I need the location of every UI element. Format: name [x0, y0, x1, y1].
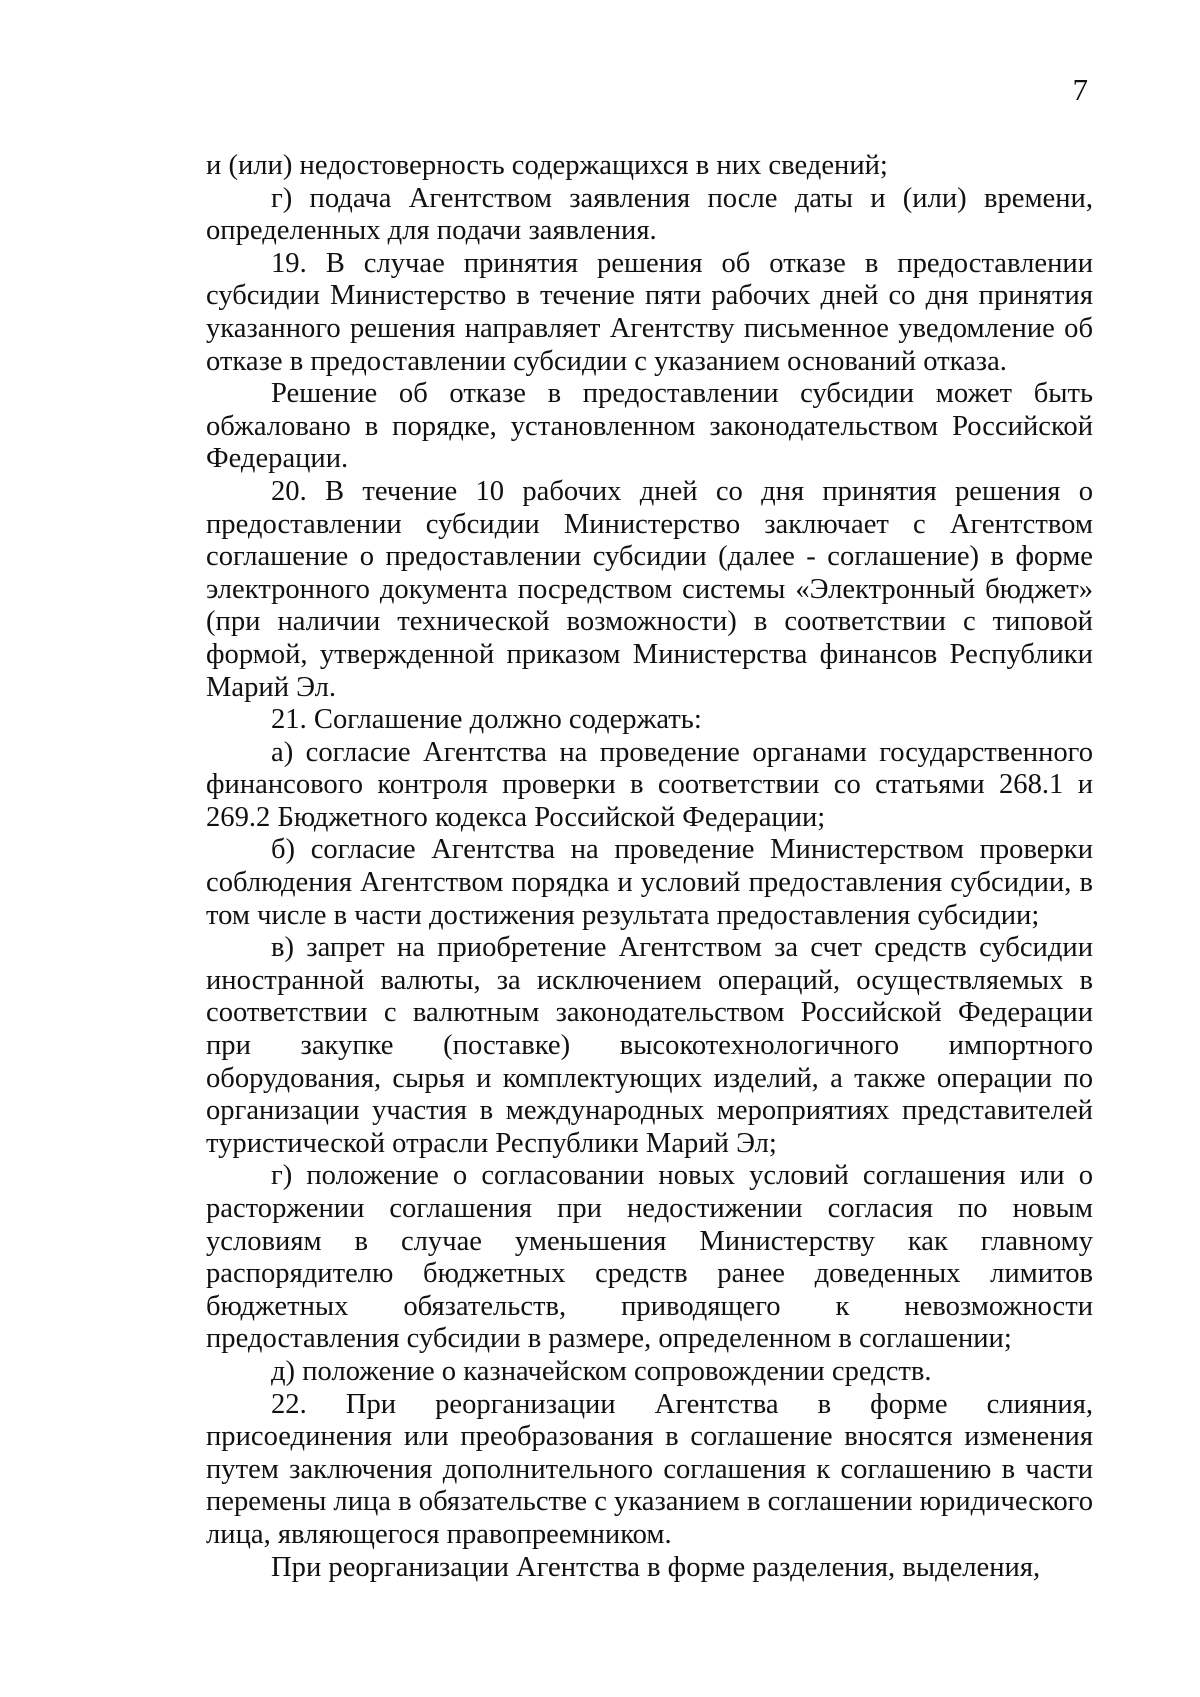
- paragraph-21: 21. Соглашение должно содержать:: [271, 704, 702, 736]
- paragraph-21-g: г) положение о согласовании новых условий соглашения или о расторжении соглашения при недостижении согласия по новым условиям в случае уменьшения Министерству как главному распорядителю бюджетных средств ранее доведенных лимитов бюджетных обязательств, приводящего к невозможности предоставления субсидии в размере, определенном в соглашении;: [206, 1160, 1093, 1355]
- paragraph-21-v: в) запрет на приобретение Агентством за счет средств субсидии иностранной валюты, за исключением операций, осуществляемых в соответствии с валютным законодательством Российской Федерации при закупке (поставке) высокотехнологичного импортного оборудования, сырья и комплектующих изделий, а также операции по организации участия в международных мероприятиях представителей туристической отрасли Республики Марий Эл;: [206, 932, 1093, 1159]
- paragraph-reorganization: При реорганизации Агентства в форме разделения, выделения,: [271, 1551, 1041, 1583]
- paragraph-21-a: а) согласие Агентства на проведение органами государственного финансового контроля проверки в соответствии со статьями 268.1 и 269.2 Бюджетного кодекса Российской Федерации;: [206, 736, 1093, 833]
- paragraph-22: 22. При реорганизации Агентства в форме слияния, присоединения или преобразования в соглашение вносятся изменения путем заключения дополнительного соглашения к соглашению в части перемены лица в обязательстве с указанием в соглашении юридического лица, являющегося правопреемником.: [206, 1388, 1093, 1550]
- paragraph-21-b: б) согласие Агентства на проведение Министерством проверки соблюдения Агентством порядка и условий предоставления субсидии, в том числе в части достижения результата предоставления субсидии;: [206, 834, 1093, 931]
- paragraph-continuation: и (или) недостоверность содержащихся в них сведений;: [206, 150, 888, 181]
- paragraph-item-g-deadline: г) подача Агентством заявления после даты и (или) времени, определенных для подачи заявления.: [206, 182, 1093, 247]
- paragraph-21-d: д) положение о казначейском сопровождении средств.: [271, 1355, 932, 1387]
- paragraph-20: 20. В течение 10 рабочих дней со дня принятия решения о предоставлении субсидии Министерство заключает с Агентством соглашение о предоставлении субсидии (далее - соглашение) в форме электронного документа посредством системы «Электронный бюджет» (при наличии технической возможности) в соответствии с типовой формой, утвержденной приказом Министерства финансов Республики Марий Эл.: [206, 475, 1093, 703]
- paragraph-19: 19. В случае принятия решения об отказе в предоставлении субсидии Министерство в течение пяти рабочих дней со дня принятия указанного решения направляет Агентству письменное уведомление об отказе в предоставлении субсидии с указанием оснований отказа.: [206, 247, 1093, 377]
- document-body: [206, 150, 1093, 1584]
- paragraph-appeal: Решение об отказе в предоставлении субсидии может быть обжаловано в порядке, установленном законодательством Российской Федерации.: [206, 378, 1093, 475]
- page-number: 7: [1072, 72, 1088, 107]
